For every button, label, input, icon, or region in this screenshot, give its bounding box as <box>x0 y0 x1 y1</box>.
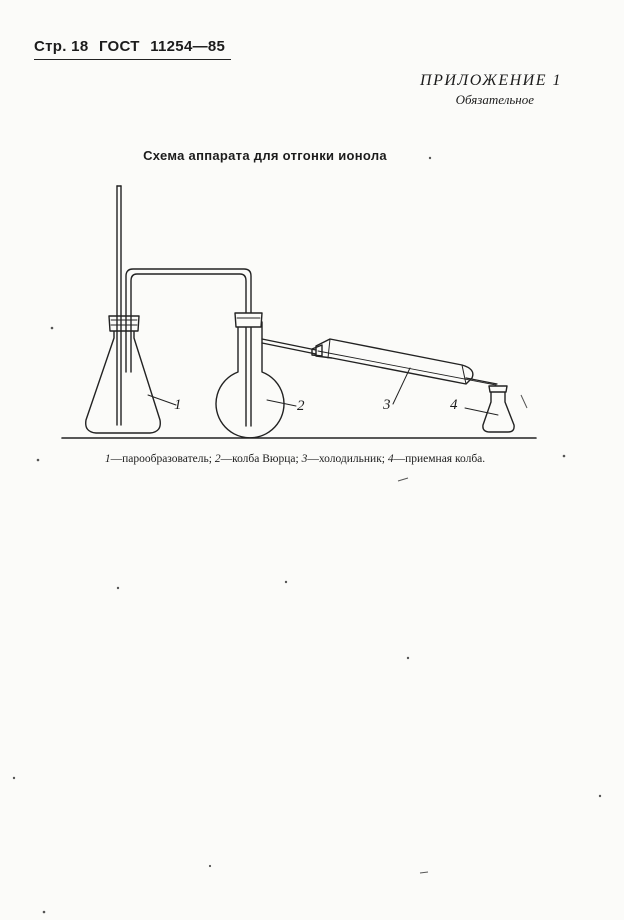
label-4: 4 <box>450 397 458 413</box>
legend-text-4: —приемная колба. <box>393 453 486 465</box>
legend-text-2: —колба Вюрца; <box>220 453 299 465</box>
label-1: 1 <box>174 397 182 413</box>
standard-name: ГОСТ <box>98 38 140 55</box>
appendix-status: Обязательное <box>455 92 534 107</box>
legend-num-3: 3 <box>301 453 308 465</box>
label-2: 2 <box>297 398 305 414</box>
scheme-title: Схема аппарата для отгонки ионола <box>143 148 387 163</box>
legend-num-4: 4 <box>387 453 394 465</box>
page-number: Стр. 18 <box>34 38 89 55</box>
legend-num-2: 2 <box>214 453 221 465</box>
legend-num-1: 1 <box>104 453 111 465</box>
label-3: 3 <box>383 397 391 413</box>
appendix-title: ПРИЛОЖЕНИЕ 1 <box>420 72 562 89</box>
legend-text-3: —холодильник; <box>307 453 385 465</box>
standard-number: 11254—85 <box>150 38 226 55</box>
legend-text-1: —парообразователь; <box>110 453 212 465</box>
